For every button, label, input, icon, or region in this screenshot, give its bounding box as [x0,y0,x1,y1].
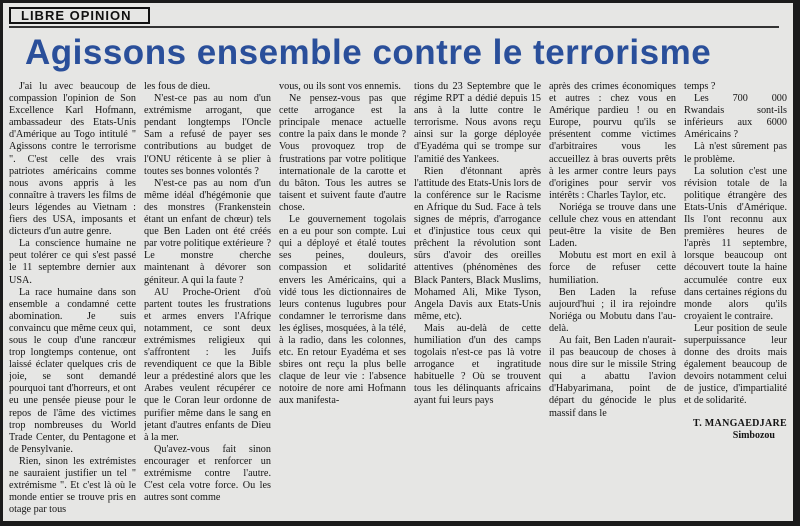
column-4 [414,81,541,517]
paragraph: N'est-ce pas au nom d'un même idéal d'hégémonie que des monstres (Frankenstein étant un enfant de chœur) tels que Ben Laden ont été créés par votre politique extérieure ? Le monstre cherche maintenant à dévorer son géniteur. A qui la faute ? [144,177,271,286]
author-signature: T. MANGAEDJARE [692,417,787,429]
column-1 [9,81,136,517]
paragraph: Ne pensez-vous pas que cette arrogance est la principale menace actuelle contre la paix dans le monde ? Vous provoquez trop de frustrations par votre politique internationale de la carotte et du bâton. Tous les autres se taisent et suivent faute d'autre chose. [279,93,406,213]
paragraph: tions du 23 Septembre que le régime RPT a dédié depuis 15 ans à la lutte contre le terrorisme. Nous avons reçu ainsi sur la gorge déployée d'Eyadéma qui se trompe sur l'amitié des Yankees. [414,81,541,165]
paragraph: La solution c'est une révision totale de la politique étrangère des Etats-Unis d'Amérique. Ils l'ont reconnu aux premières heures de l'après 11 septembre, lorsque beaucoup ont découvert toute la haine accumulée contre eux dans certaines régions du monde alors qu'ils croyaient le contraire. [684,165,787,322]
column-6 [684,81,787,517]
section-rubric: LIBRE OPINION [9,7,150,24]
paragraph: Rien, sinon les extrémistes ne sauraient justifier un tel " extrémisme ". Et c'est là où le monde entier se trouve pris en otage par tous [9,455,136,516]
paragraph: Le gouvernement togolais en a eu pour son compte. Lui qui a déployé et étalé toutes ses peines, douleurs, compassion et solidarité envers les Américains, qui a vidé tous les dictionnaires de leurs contenus lugubres pour condamner le terrorisme dans les églises, mosquées, à la télé, à la radio, dans les colonnes, etc. En retour Eyadéma et ses sbires ont reçu la plus belle claque de leur vie : l'absence notoire de nore ami Hofmann aux manifesta- [279,214,406,407]
header-rule [9,26,779,28]
paragraph: temps ? [684,81,716,92]
column-5 [549,81,676,517]
author-location: Simbozou [732,429,775,441]
paragraph: après des crimes économiques et autres : chez vous en Amérique pardieu ! ou en Europe, pourvu qu'ils se présentent comme victimes d'arbitraires vous les accueillez à bras ouverts prêts à les armer contre leurs pays d'origines pour servir vos intérêts : Charles Taylor, etc. [549,81,676,201]
paragraph: Qu'avez-vous fait sinon encourager et renforcer un extrémisme contre l'autre. C'est cela votre force. Ou les autres sont comme [144,443,271,504]
paragraph: Mais au-delà de cette humiliation d'un des camps togolais n'est-ce pas là votre arrogance et ingratitude habituelle ? Où se trouvent tous les délinquants africains ayant fui leurs pays [414,322,541,407]
paragraph: La race humaine dans son ensemble a condamné cette abomination. Je suis convaincu que même ceux qui, sous le coup d'une rancœur trop longtemps contenue, ont laissé éclater quelques cris de joie, se sont demandé pourquoi tant d'horreurs, et ont eu une pensée pieuse pour le repos de l'âme des victimes trop nombreuses du World Trade Center, du Pentagone et de Pensylvanie. [9,286,136,455]
paragraph: AU Proche-Orient d'où partent toutes les frustrations et armes envers l'Afrique notamment, ce sont deux extrémismes religieux qui s'affrontent : les Juifs revendiquent ce que la Bible leur a prédestiné alors que les Arabes veulent récupérer ce que le Coran leur ordonne de purifier même dans le sang en jetant d'autres enfants de Dieu à la mer. [144,286,271,443]
paragraph: vous, ou ils sont vos ennemis. [279,81,401,92]
article-body [9,81,787,517]
article-headline: Agissons ensemble contre le terrorisme [25,33,712,72]
paragraph: Ben Laden la refuse aujourd'hui ; il ira rejoindre Noriéga ou Mobutu dans l'au-delà. [549,286,676,334]
column-2 [144,81,271,517]
paragraph: N'est-ce pas au nom d'un extrémisme arrogant, que pendant longtemps l'Oncle Sam a refusé de payer ses contributions au budget de l'ONU réticente à se plier à toutes ses bonnes volontés ? [144,93,271,177]
paragraph: Au fait, Ben Laden n'aurait-il pas beaucoup de choses à nous dire sur le missile String qui a abattu l'avion d'Habyarimana, point de départ du génocide le plus massif dans le [549,334,676,419]
paragraph: Les 700 000 Rwandais sont-ils inférieurs aux 6000 Américains ? [684,93,787,141]
paragraph: La conscience humaine ne peut tolérer ce qui s'est passé le 11 septembre dernier aux USA. [9,238,136,286]
paragraph: Noriéga se trouve dans une cellule chez vous en attendant peut-être la visite de Ben Laden. [549,201,676,250]
paragraph: Mobutu est mort en exil à force de refuser cette humiliation. [549,250,676,286]
column-3 [279,81,406,517]
paragraph: Là n'est sûrement pas le problème. [684,141,787,165]
paragraph: Rien d'étonnant après l'attitude des Etats-Unis lors de la conférence sur le Racisme en Afrique du Sud. Face à tels signes de mépris, d'arrogance et d'injustice tous ceux qui prêchent la révolution sont sûrs d'avoir des oreilles attentives (phénomènes des Black Panters, Black Muslims, Mohamed Ali, Mike Tyson, Angela Davis aux Etats-Unis même, etc). [414,165,541,322]
paragraph: J'ai lu avec beaucoup de compassion l'opinion de Son Excellence Karl Hofmann, ambassadeur des Etats-Unis d'Amérique au Togo intitulé " Agissons contre le terrorisme ". C'est celle des vrais patriotes américains comme nous avons appris à les connaître à travers les films de leurs légendes au Vietnam : fiers des USA, imposants et dicteurs d'un autre genre. [9,81,136,238]
paragraph: les fous de dieu. [144,81,211,92]
paragraph: Leur position de seule superpuissance leur donne des droits mais également beaucoup de devoirs notamment celui de justice, d'impartialité et de solidarité. [684,322,787,407]
newspaper-clipping [3,3,793,521]
